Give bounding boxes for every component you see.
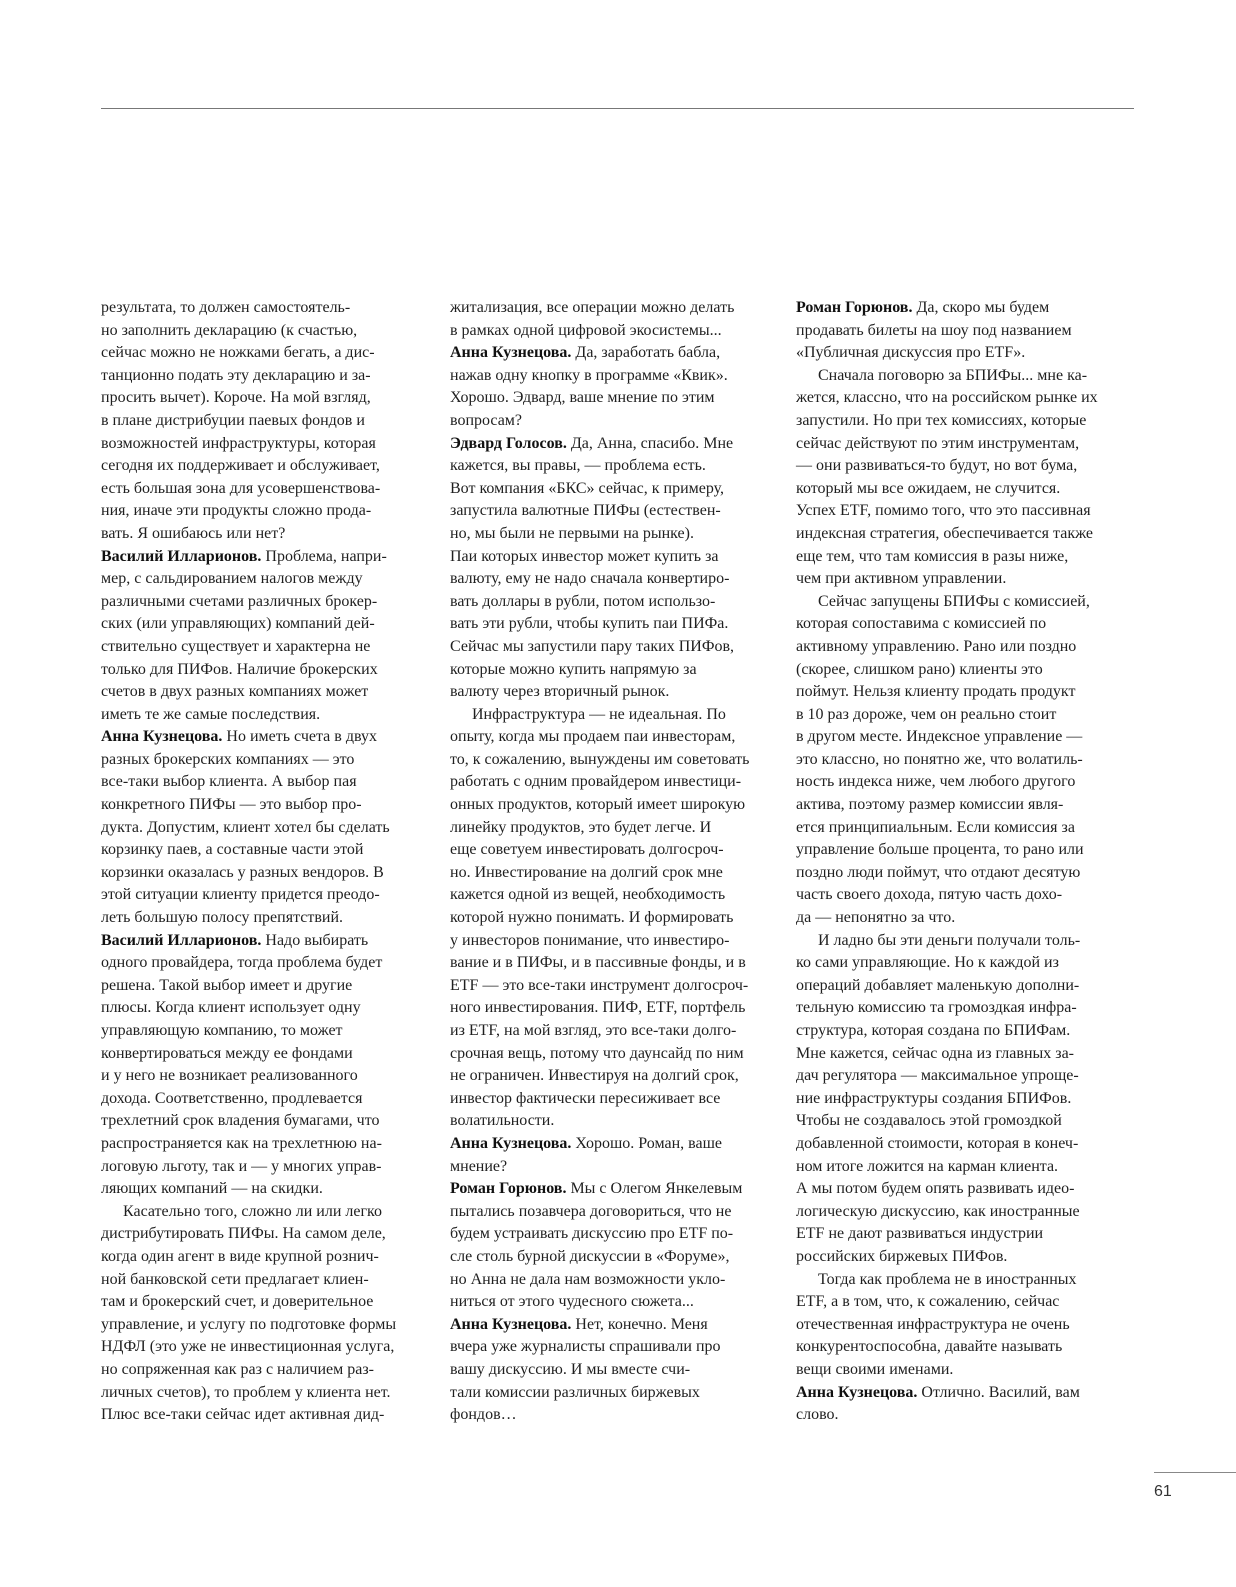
speaker-name: Василий Илларионов.: [101, 931, 262, 949]
paragraph-text: Да, скоро мы будем продавать билеты на шоу под названием «Публичная дискуссия про ETF».: [796, 299, 1072, 362]
speaker-name: Василий Илларионов.: [101, 547, 262, 565]
speaker-name: Анна Кузнецова.: [450, 1315, 572, 1333]
speaker-name: Анна Кузнецова.: [450, 1134, 572, 1152]
speaker-name: Анна Кузнецова.: [450, 344, 572, 362]
speaker-name: Анна Кузнецова.: [796, 1383, 918, 1401]
paragraph: [450, 1314, 786, 1427]
paragraph-text: Да, заработать бабла, нажав одну кнопку в программе «Квик». Хорошо. Эдвард, ваше мнение по этим вопросам?: [450, 344, 728, 429]
text-column-1: [101, 297, 437, 1427]
paragraph: [101, 726, 437, 929]
speaker-name: Анна Кузнецова.: [101, 728, 223, 746]
paragraph-text: житализация, все операции можно делать в рамках одной цифровой экосистемы...: [450, 299, 735, 339]
paragraph-text: Хорошо. Роман, ваше мнение?: [450, 1134, 723, 1175]
paragraph: [450, 704, 786, 1133]
paragraph-text: Надо выбирать одного провайдера, тогда проблема будет решена. Такой выбор имеет и другие плюсы. Когда клиент использует одну управляющую компанию, то может конвертироваться между ее фондами и у него не возникает реализованного дохода. Соответственно, продлевается трехлетний срок владения бумагами, что распространяется как на трехлетнюю на- логовую льготу, так и — у многих управ- ляющих компаний — на скидки.: [101, 931, 383, 1198]
paragraph-text: Но иметь счета в двух разных брокерских компаниях — это все-таки выбор клиента. А выбор пая конкретного ПИФы — это выбор про- дукта. Допустим, клиент хотел бы сделать корзинку паев, а составные части этой корзинки оказалась у разных вендоров. В этой ситуации клиенту придется преодо- леть большую полосу препятствий.: [101, 728, 390, 927]
paragraph: [450, 1133, 786, 1178]
paragraph: [796, 365, 1132, 591]
paragraph-text: Мы с Олегом Янкелевым пытались позавчера договориться, что не будем устраивать дискуссию про ETF по- сле столь бурной дискуссии в «Форуме», но Анна не дала нам возможности укло- ниться от этого чудесного сюжета...: [450, 1180, 743, 1311]
paragraph: [450, 433, 786, 704]
paragraph: [101, 546, 437, 727]
paragraph-text: результата, то должен самостоятель- но заполнить декларацию (к счастью, сейчас можно не ножками бегать, а дис- танционно подать эту декларацию и за- просить вычет). Короче. На мой взгляд, в плане дистрибуции паевых фондов и возможностей инфраструктуры, которая сегодня их поддерживает и обслуживает, есть большая зона для усовершенствова- ния, иначе эти продукты сложно прода- вать. Я ошибаюсь или нет?: [101, 299, 381, 542]
paragraph: [101, 1201, 437, 1427]
page-number: 61: [1154, 1483, 1172, 1500]
text-column-3: [796, 297, 1132, 1427]
paragraph: [796, 591, 1132, 930]
footer-rule: [1154, 1472, 1236, 1473]
paragraph: [450, 297, 786, 342]
paragraph: [796, 1382, 1132, 1427]
paragraph-text: Тогда как проблема не в иностранных ETF, а в том, что, к сожалению, сейчас отечественная инфраструктура не очень конкурентоспособна, давайте называть вещи своими именами.: [796, 1270, 1077, 1378]
paragraph-text: Проблема, напри- мер, с сальдированием налогов между различными счетами различных брокер- ских (или управляющих) компаний дей- ствительно существует и характерна не только для ПИФов. Наличие брокерских счетов в двух разных компаниях может иметь те же самые последствия.: [101, 547, 387, 723]
speaker-name: Эдвард Голосов.: [450, 434, 567, 452]
paragraph-text: Инфраструктура — не идеальная. По опыту, когда мы продаем паи инвесторам, то, к сожалению, вынуждены им советовать работать с одним провайдером инвестици- онных продуктов, который имеет широкую линейку продуктов, это будет легче. И еще советуем инвестировать долгосроч- но. Инвестирование на долгий срок мне кажется одной из вещей, необходимость которой нужно понимать. И формировать у инвесторов понимание, что инвестиро- вание и в ПИФы, и в пассивные фонды, и в ETF — это все-таки инструмент долгосроч- ного инвестирования. ПИФ, ETF, портфель из ETF, на мой взгляд, это все-таки долго- срочная вещь, потому что даунсайд по ним не ограничен. Инвестируя на долгий срок, инвестор фактически пересиживает все волатильности.: [450, 705, 750, 1130]
paragraph: [450, 1178, 786, 1314]
paragraph-text: Отлично. Василий, вам слово.: [796, 1383, 1080, 1424]
header-rule: [101, 108, 1134, 109]
paragraph-text: Сейчас запущены БПИФы с комиссией, которая сопоставима с комиссией по активному управлению. Рано или поздно (скорее, слишком рано) клиенты это поймут. Нельзя клиенту продать продукт в 10 раз дороже, чем он реально стоит в другом месте. Индексное управление — это классно, но понятно же, что волатиль- ность индекса ниже, чем любого другого актива, поэтому размер комиссии явля- ется принципиальным. Если комиссия за управление больше процента, то рано или поздно люди поймут, что отдают десятую часть своего дохода, пятую часть дохо- да — непонятно за что.: [796, 592, 1090, 927]
paragraph: [796, 297, 1132, 365]
paragraph-text: Нет, конечно. Меня вчера уже журналисты спрашивали про вашу дискуссию. И мы вместе счи- тали комиссии различных биржевых фондов…: [450, 1315, 721, 1424]
paragraph: [101, 297, 437, 546]
paragraph-text: Сначала поговорю за БПИФы... мне ка- жется, классно, что на российском рынке их запустили. Но при тех комиссиях, которые сейчас действуют по этим инструментам, — они развиваться-то будут, но вот бума, который мы все ожидаем, не случится. Успех ETF, помимо того, что это пассивная индексная стратегия, обеспечивается также еще тем, что там комиссия в разы ниже, чем при активном управлении.: [796, 366, 1098, 588]
text-column-2: [450, 297, 786, 1427]
speaker-name: Роман Горюнов.: [796, 299, 913, 316]
paragraph-text: И ладно бы эти деньги получали толь- ко сами управляющие. Но к каждой из операций добавляет маленькую дополни- тельную комиссию та громоздкая инфра- структура, которая создана по БПИФам. Мне кажется, сейчас одна из главных за- дач регулятора — максимальное упроще- ние инфраструктуры создания БПИФов. Чтобы не создавалось этой громоздкой добавленной стоимости, которая в конеч- ном итоге ложится на карман клиента. А мы потом будем опять развивать идео- логическую дискуссию, как иностранные ETF не дают развиваться индустрии российских биржевых ПИФов.: [796, 931, 1081, 1265]
paragraph: [101, 930, 437, 1201]
paragraph-text: Касательно того, сложно ли или легко дистрибутировать ПИФы. На самом деле, когда один агент в виде крупной рознич- ной банковской сети предлагает клиен- там и брокерский счет, и доверительное управление, и услугу по подготовке формы НДФЛ (это уже не инвестиционная услуга, но сопряженная как раз с наличием раз- личных счетов), то проблем у клиента нет. Плюс все-таки сейчас идет активная дид-: [101, 1202, 397, 1424]
paragraph: [796, 930, 1132, 1269]
speaker-name: Роман Горюнов.: [450, 1180, 567, 1198]
paragraph: [796, 1269, 1132, 1382]
paragraph-text: Да, Анна, спасибо. Мне кажется, вы правы, — проблема есть. Вот компания «БКС» сейчас, к примеру, запустила валютные ПИФы (естествен- но, мы были не первыми на рынке). Паи которых инвестор может купить за валюту, ему не надо сначала конвертиро- вать доллары в рубли, потом использо- вать эти рубли, чтобы купить паи ПИФа. Сейчас мы запустили пару таких ПИФов, которые можно купить напрямую за валюту через вторичный рынок.: [450, 434, 735, 701]
paragraph: [450, 342, 786, 432]
